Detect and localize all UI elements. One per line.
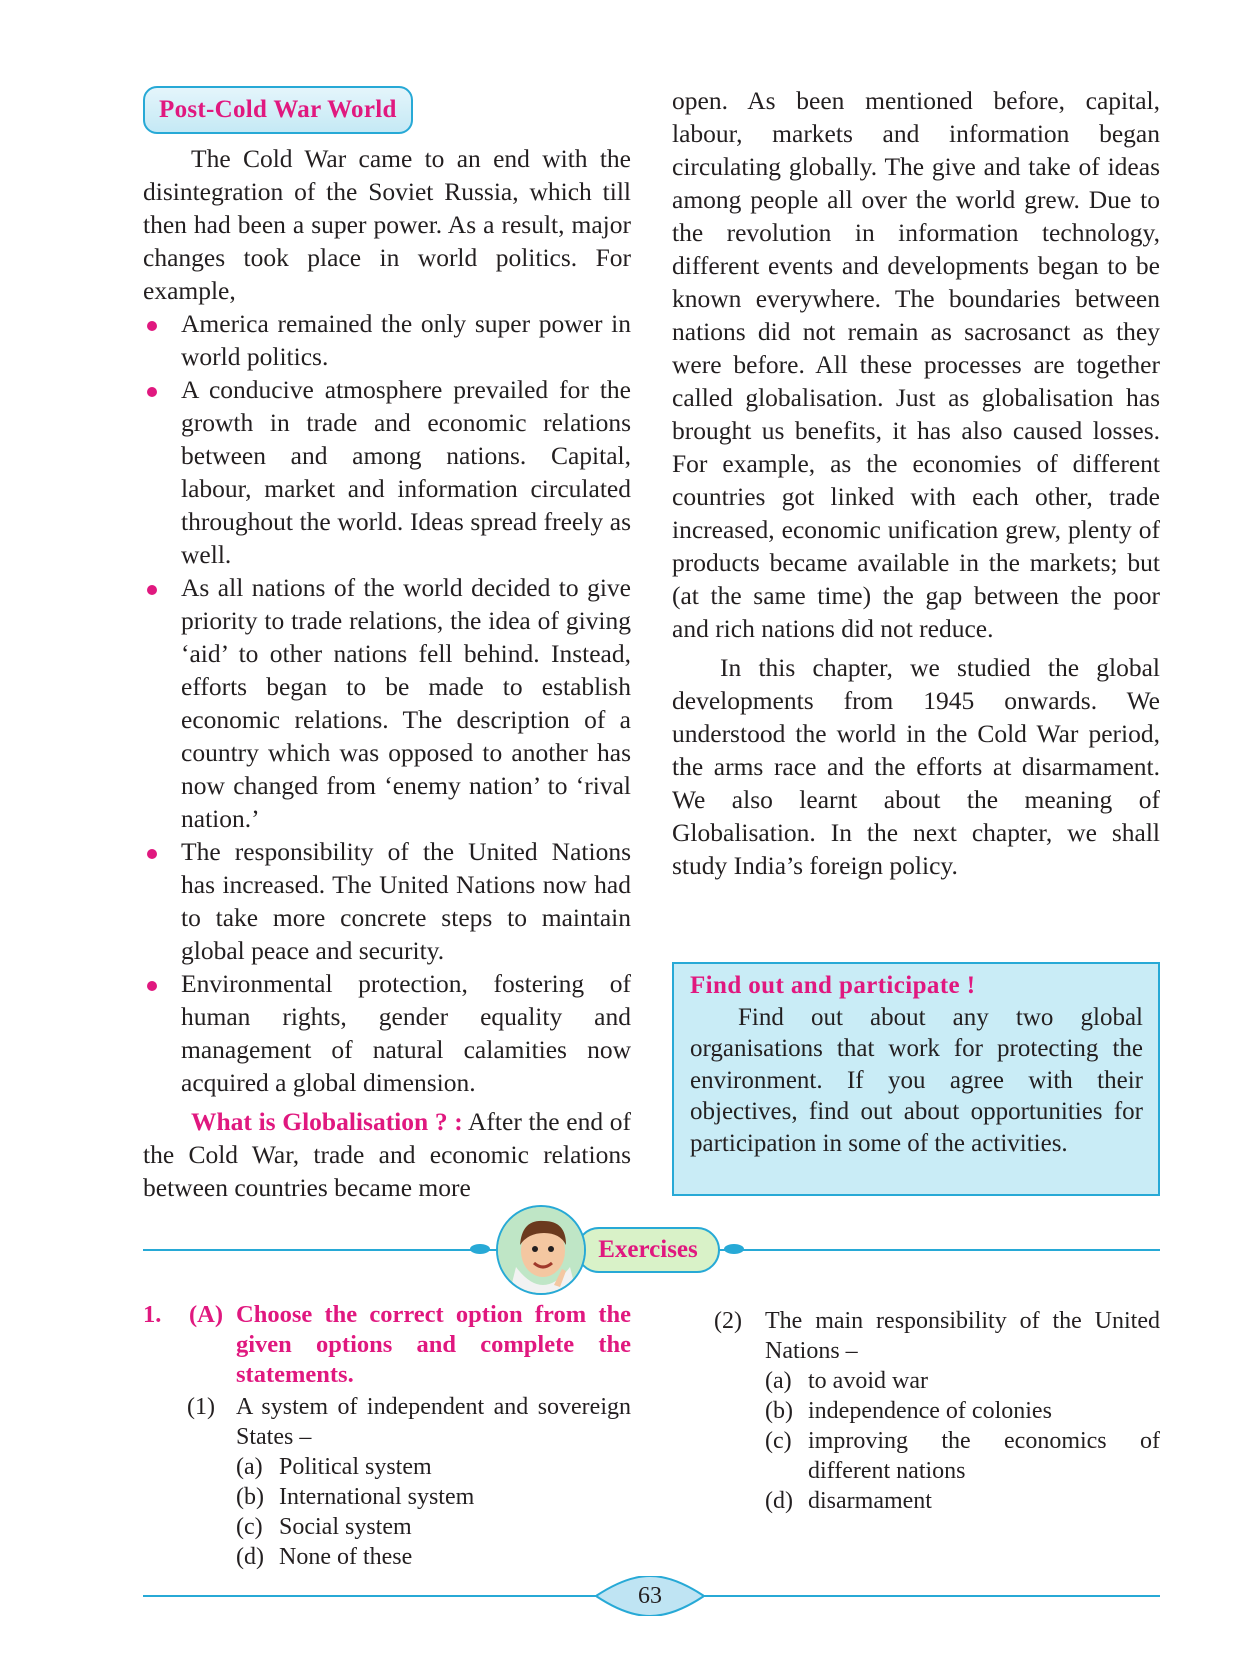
option-item: (c) Social system (236, 1514, 412, 1540)
bullet-icon (147, 387, 157, 397)
activity-box-text: Find out about any two global organisations that work for protecting the environment. If you agree with their objectives, find out about opportunities for participation in some of the activities. (690, 1003, 1143, 1157)
question-item-2 (714, 1306, 1160, 1516)
bullet-icon (147, 321, 157, 331)
option-item: (d) None of these (236, 1544, 413, 1570)
page-number: 63 (638, 1583, 662, 1609)
bullet-list (143, 307, 631, 1099)
question-item-1 (143, 1392, 631, 1452)
option-item: (d) disarmament (765, 1488, 932, 1514)
bullet-icon (147, 849, 157, 859)
left-column (143, 86, 631, 1204)
list-item: As all nations of the world decided to give priority to trade relations, the idea of giving ‘aid’ to other nations fell behind. Instead, efforts began to be made to establish economic relations. The description of a country which was opposed to another has now changed from ‘enemy nation’ to ‘rival nation.’ (143, 571, 631, 835)
continuation-paragraph: open. As been mentioned before, capital, labour, markets and information began circulating globally. The give and take of ideas among people all over the world grew. Due to the revolution in information technology, different events and developments began to be known everywhere. The boundaries between nations did not remain as sacrosanct as they were before. All these processes are together called globalisation. Just as globalisation has brought us benefits, it has also caused losses. For example, as the economies of different countries got linked with each other, trade increased, economic unification grew, plenty of products became available in the markets; but (at the same time) the gap between the poor and rich nations did not reduce. (672, 86, 1160, 643)
options-list-1 (236, 1452, 631, 1572)
student-face-icon (496, 1205, 586, 1295)
list-item: A conducive atmosphere prevailed for the growth in trade and economic relations between and among nations. Capital, labour, market and information circulated throughout the world. Ideas spread freely as well. (143, 373, 631, 571)
section-heading-post-cold-war: Post-Cold War World (143, 86, 413, 134)
right-column (672, 84, 1160, 882)
question-number: 1. (143, 1301, 162, 1328)
item-stem: A system of independent and sovereign States – (236, 1394, 631, 1450)
question-sub-label: (A) (189, 1301, 224, 1328)
activity-box (672, 962, 1160, 1196)
item-stem: The main responsibility of the United Nations – (765, 1308, 1160, 1364)
list-item: The responsibility of the United Nations has increased. The United Nations now had to take more concrete steps to maintain global peace and security. (143, 835, 631, 967)
option-item: (b) International system (236, 1484, 475, 1510)
globalisation-text: After the end of the Cold War, trade and economic relations between countries became more (143, 1107, 631, 1202)
item-number: (1) (187, 1394, 215, 1420)
option-item: (c) improving the economics of different nations (765, 1428, 1160, 1484)
list-item: Environmental protection, fostering of human rights, gender equality and management of natural calamities now acquired a global dimension. (143, 967, 631, 1099)
option-item: (a) Political system (236, 1454, 432, 1480)
bullet-icon (147, 981, 157, 991)
question-1-instruction: 1. (A) Choose the correct option from the given options and complete the statements. (143, 1301, 631, 1388)
activity-box-title: Find out and participate ! (690, 972, 976, 999)
bullet-icon (147, 585, 157, 595)
exercises-banner (496, 1205, 726, 1295)
list-item: America remained the only super power in world politics. (143, 307, 631, 373)
globalisation-heading: What is Globalisation ? : (191, 1107, 463, 1136)
globalisation-paragraph (143, 1105, 631, 1204)
divider-knob-right (724, 1244, 744, 1254)
item-number: (2) (714, 1308, 742, 1334)
intro-paragraph: The Cold War came to an end with the disintegration of the Soviet Russia, which till then had been a super power. As a result, major changes took place in world politics. For example, (143, 144, 631, 305)
question-item-2-stem (714, 1306, 1160, 1366)
summary-paragraph: In this chapter, we studied the global developments from 1945 onwards. We understood the world in the Cold War period, the arms race and the efforts at disarmament. We also learnt about the meaning of Globalisation. In the next chapter, we shall study India’s foreign policy. (672, 653, 1160, 880)
option-item: (a) to avoid war (765, 1368, 928, 1394)
option-item: (b) independence of colonies (765, 1398, 1052, 1424)
question-1 (143, 1300, 631, 1572)
exercises-label: Exercises (598, 1236, 698, 1263)
divider-knob-left (470, 1244, 490, 1254)
options-list-2 (765, 1366, 1160, 1516)
page-number-badge (596, 1576, 704, 1616)
